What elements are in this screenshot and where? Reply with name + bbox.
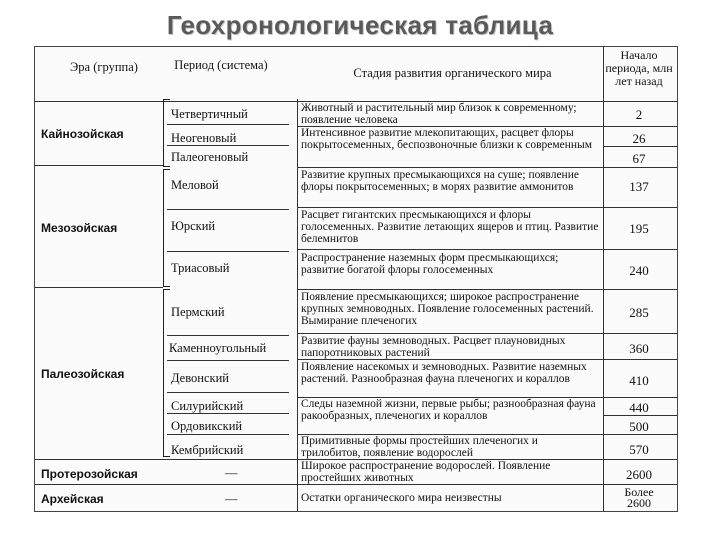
stage-carboniferous: Развитие фауны земноводных. Расцвет плауновидных папоротниковых растений	[301, 335, 566, 359]
age-permian: 285	[629, 305, 649, 320]
period-rule	[167, 145, 289, 146]
period-rule	[167, 360, 289, 361]
period-rule	[167, 434, 289, 435]
stage-rule	[297, 289, 603, 290]
stage-rule	[297, 397, 603, 398]
period-rule	[167, 124, 289, 125]
stage-quaternary: Животный и растительный мир близок к современному; появление человека	[301, 102, 577, 126]
age-jurassic: 195	[629, 221, 649, 236]
age-carboniferous: 360	[629, 341, 649, 356]
period-cambrian: Кембрийский	[171, 443, 244, 457]
period-carboniferous: Каменноугольный	[169, 341, 267, 355]
age-silurian: 440	[629, 400, 649, 415]
period-cretaceous: Меловой	[171, 178, 219, 192]
geochronological-table	[34, 46, 678, 512]
age-rule	[603, 359, 677, 360]
age-neogene: 26	[632, 131, 646, 146]
stage-rule	[297, 167, 603, 168]
stage-rule	[297, 333, 603, 334]
stage-rule	[297, 359, 603, 360]
period-jurassic: Юрский	[171, 219, 216, 233]
age-column-rule	[603, 47, 604, 511]
age-ordovician: 500	[629, 419, 649, 434]
cenozoic-bracket	[163, 99, 170, 167]
age-archean: Более 2600	[624, 485, 654, 510]
era-divider	[35, 484, 677, 485]
stage-rule	[297, 249, 603, 250]
age-rule	[603, 126, 677, 127]
age-cretaceous: 137	[629, 179, 649, 194]
age-cambrian: 570	[629, 442, 649, 457]
period-silurian: Силурийский	[171, 399, 244, 413]
stage-proterozoic: Широкое распространение водорослей. Появление простейших животных	[301, 460, 551, 484]
stage-cretaceous: Развитие крупных пресмыкающихся на суше; появление флоры покрытосеменных; в морях развитие аммонитов	[301, 169, 579, 193]
period-proterozoic-dash: —	[225, 466, 238, 480]
period-rule	[167, 335, 289, 336]
period-rule	[167, 251, 289, 252]
age-rule	[603, 146, 677, 147]
stage-devonian: Появление насекомых и земноводных. Развитие наземных растений. Разнообразная фауна плеченогих и кораллов	[301, 361, 587, 385]
era-divider	[35, 287, 163, 288]
age-rule	[603, 434, 677, 435]
header-era: Эра (группа)	[70, 60, 138, 74]
stage-triassic: Распространение наземных форм пресмыкающихся; развитие богатой флоры голосеменных	[301, 252, 559, 276]
period-permian: Пермский	[171, 305, 225, 319]
era-paleozoic: Палеозойская	[41, 367, 125, 381]
period-rule	[167, 209, 289, 210]
header-period: Период (система)	[174, 58, 268, 72]
era-archean: Архейская	[41, 492, 104, 506]
age-rule	[603, 249, 677, 250]
stage-silurian-ordovician: Следы наземной жизни, первые рыбы; разнообразная фауна ракообразных, плеченогих и кораллов	[301, 398, 596, 422]
period-rule	[167, 413, 289, 414]
period-paleogene: Палеогеновый	[171, 150, 249, 164]
period-quaternary: Четвертичный	[171, 107, 248, 121]
period-devonian: Девонский	[171, 371, 229, 385]
stage-column-rule	[297, 99, 298, 511]
age-quaternary: 2	[635, 107, 643, 122]
mesozoic-bracket	[163, 169, 170, 287]
age-rule	[603, 415, 677, 416]
age-rule	[603, 207, 677, 208]
era-mesozoic: Мезозойская	[41, 221, 118, 235]
age-rule	[603, 333, 677, 334]
stage-jurassic: Расцвет гигантских пресмыкающихся и флоры голосеменных. Развитие летающих ящеров и птиц. Развитие белемнитов	[301, 209, 599, 245]
header-stage: Стадия развития органического мира	[353, 66, 552, 80]
era-proterozoic: Протерозойская	[41, 467, 138, 481]
age-proterozoic: 2600	[626, 467, 652, 482]
age-triassic: 240	[629, 263, 649, 278]
age-paleogene: 67	[632, 151, 646, 166]
era-divider	[35, 165, 163, 166]
age-devonian: 410	[629, 373, 649, 388]
period-rule	[167, 392, 289, 393]
age-rule	[603, 397, 677, 398]
page-title: Геохронологическая таблица	[166, 10, 554, 40]
stage-permian: Появление пресмыкающихся; широкое распространение крупных земноводных. Появление голосеменных растений. Вымирание плеченогих	[301, 291, 594, 327]
period-triassic: Триасовый	[171, 261, 230, 275]
stage-neogene-paleogene: Интенсивное развитие млекопитающих, расцвет флоры покрытосеменных, беспозвоночные близки к современным	[301, 127, 593, 151]
period-neogene: Неогеновый	[171, 131, 237, 145]
stage-rule	[297, 434, 603, 435]
stage-rule	[297, 207, 603, 208]
header-start: Начало периода, млн лет назад	[605, 48, 673, 88]
era-cenozoic: Кайнозойская	[41, 127, 124, 141]
stage-archean: Остатки органического мира неизвестны	[301, 492, 502, 504]
age-rule	[603, 289, 677, 290]
period-ordovician: Ордовикский	[171, 419, 243, 433]
paleozoic-bracket	[163, 289, 170, 457]
stage-cambrian: Примитивные формы простейших плеченогих и трилобитов, появление водорослей	[301, 435, 538, 459]
age-rule	[603, 167, 677, 168]
stage-rule	[297, 126, 603, 127]
period-archean-dash: —	[225, 492, 238, 506]
